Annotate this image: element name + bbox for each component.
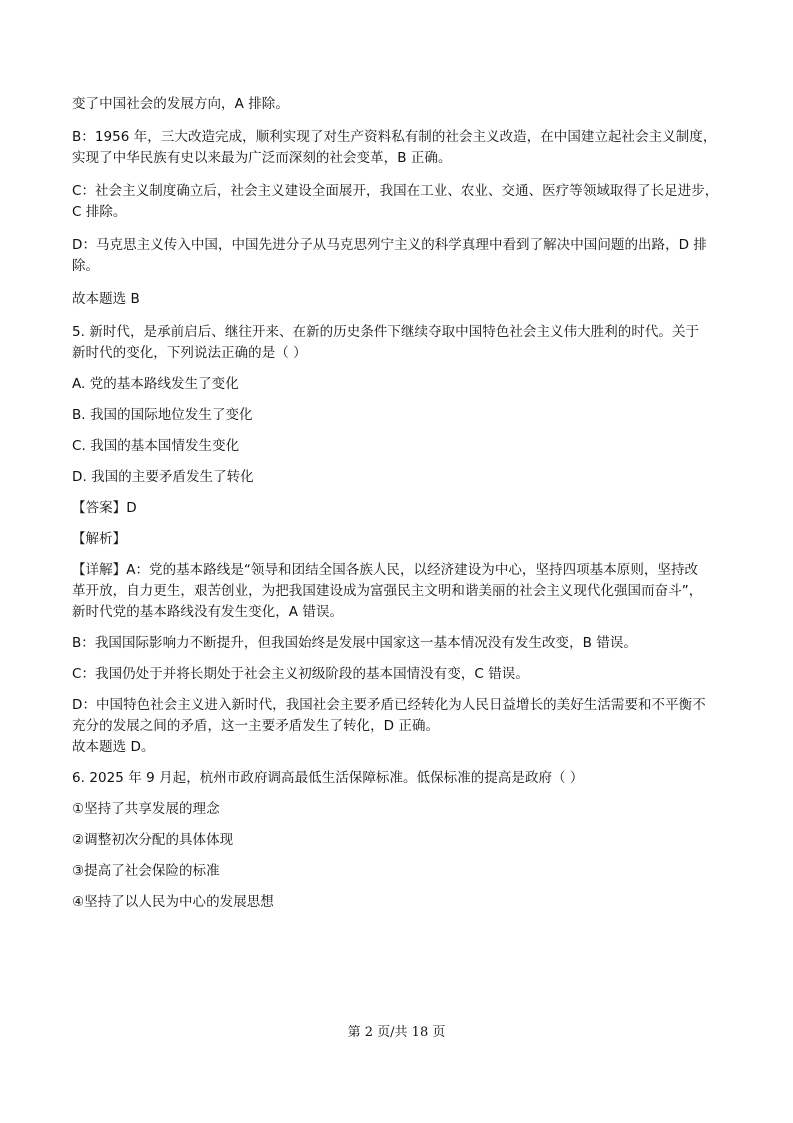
- option-a: A. 党的基本路线发生了变化: [72, 376, 239, 392]
- explanation-b-line: 实现了中华民族有史以来最为广泛而深刻的社会变革，B 正确。: [72, 150, 452, 166]
- page-content: [72, 94, 732, 913]
- question-6-stem: 6. 2025 年 9 月起，杭州市政府调高最低生活保障标准。低保标准的提高是政府（ ）: [72, 770, 584, 786]
- question-5-stem: 新时代的变化，下列说法正确的是（ ）: [72, 345, 307, 361]
- option-c: C. 我国的基本国情发生变化: [72, 438, 240, 454]
- explanation-d-line: 除。: [72, 258, 100, 274]
- explanation-c-line: C：社会主义制度确立后，社会主义建设全面展开，我国在工业、农业、交通、医疗等领域取得了长足进步，: [72, 183, 719, 199]
- explanation-b-line: B：1956 年，三大改造完成，顺利实现了对生产资料私有制的社会主义改造，在中国建立起社会主义制度，: [72, 129, 717, 145]
- statement-item: ②调整初次分配的具体体现: [72, 832, 234, 848]
- statement-item: ①坚持了共享发展的理念: [72, 801, 220, 817]
- explanation-d-line: D：马克思主义传入中国，中国先进分子从马克思列宁主义的科学真理中看到了解决中国问题的出路，D 排: [72, 237, 707, 253]
- conclusion-line: 故本题选 D。: [72, 739, 155, 755]
- question-5-stem: 5. 新时代，是承前启后、继往开来、在新的历史条件下继续夺取中国特色社会主义伟大胜利的时代。关于: [72, 324, 700, 340]
- answer-text-line: 变了中国社会的发展方向，A 排除。: [72, 96, 289, 112]
- detail-line: C：我国仍处于并将长期处于社会主义初级阶段的基本国情没有变，C 错误。: [72, 666, 529, 682]
- detail-line: 充分的发展之间的矛盾，这一主要矛盾发生了转化，D 正确。: [72, 718, 440, 734]
- detail-line: 【详解】A：党的基本路线是“领导和团结全国各族人民，以经济建设为中心，坚持四项基本原则，坚持改: [72, 562, 699, 578]
- explanation-c-line: C 排除。: [72, 204, 127, 220]
- conclusion-line: 故本题选 B: [72, 291, 140, 307]
- detail-line: D：中国特色社会主义进入新时代，我国社会主要矛盾已经转化为人民日益增长的美好生活需要和不平衡不: [72, 697, 706, 713]
- option-b: B. 我国的国际地位发生了变化: [72, 407, 253, 423]
- option-d: D. 我国的主要矛盾发生了转化: [72, 469, 254, 485]
- statement-item: ④坚持了以人民为中心的发展思想: [72, 894, 274, 910]
- detail-line: 革开放，自力更生，艰苦创业，为把我国建设成为富强民主文明和谐美丽的社会主义现代化强国而奋斗”，: [72, 583, 703, 599]
- detail-line: 新时代党的基本路线没有发生变化，A 错误。: [72, 604, 344, 620]
- answer-label: 【答案】D: [72, 500, 137, 516]
- statement-item: ③提高了社会保险的标准: [72, 863, 220, 879]
- analysis-label: 【解析】: [72, 531, 127, 547]
- detail-line: B：我国国际影响力不断提升，但我国始终是发展中国家这一基本情况没有发生改变，B 错误。: [72, 635, 637, 651]
- page-footer: 第 2 页/共 18 页: [347, 1025, 446, 1040]
